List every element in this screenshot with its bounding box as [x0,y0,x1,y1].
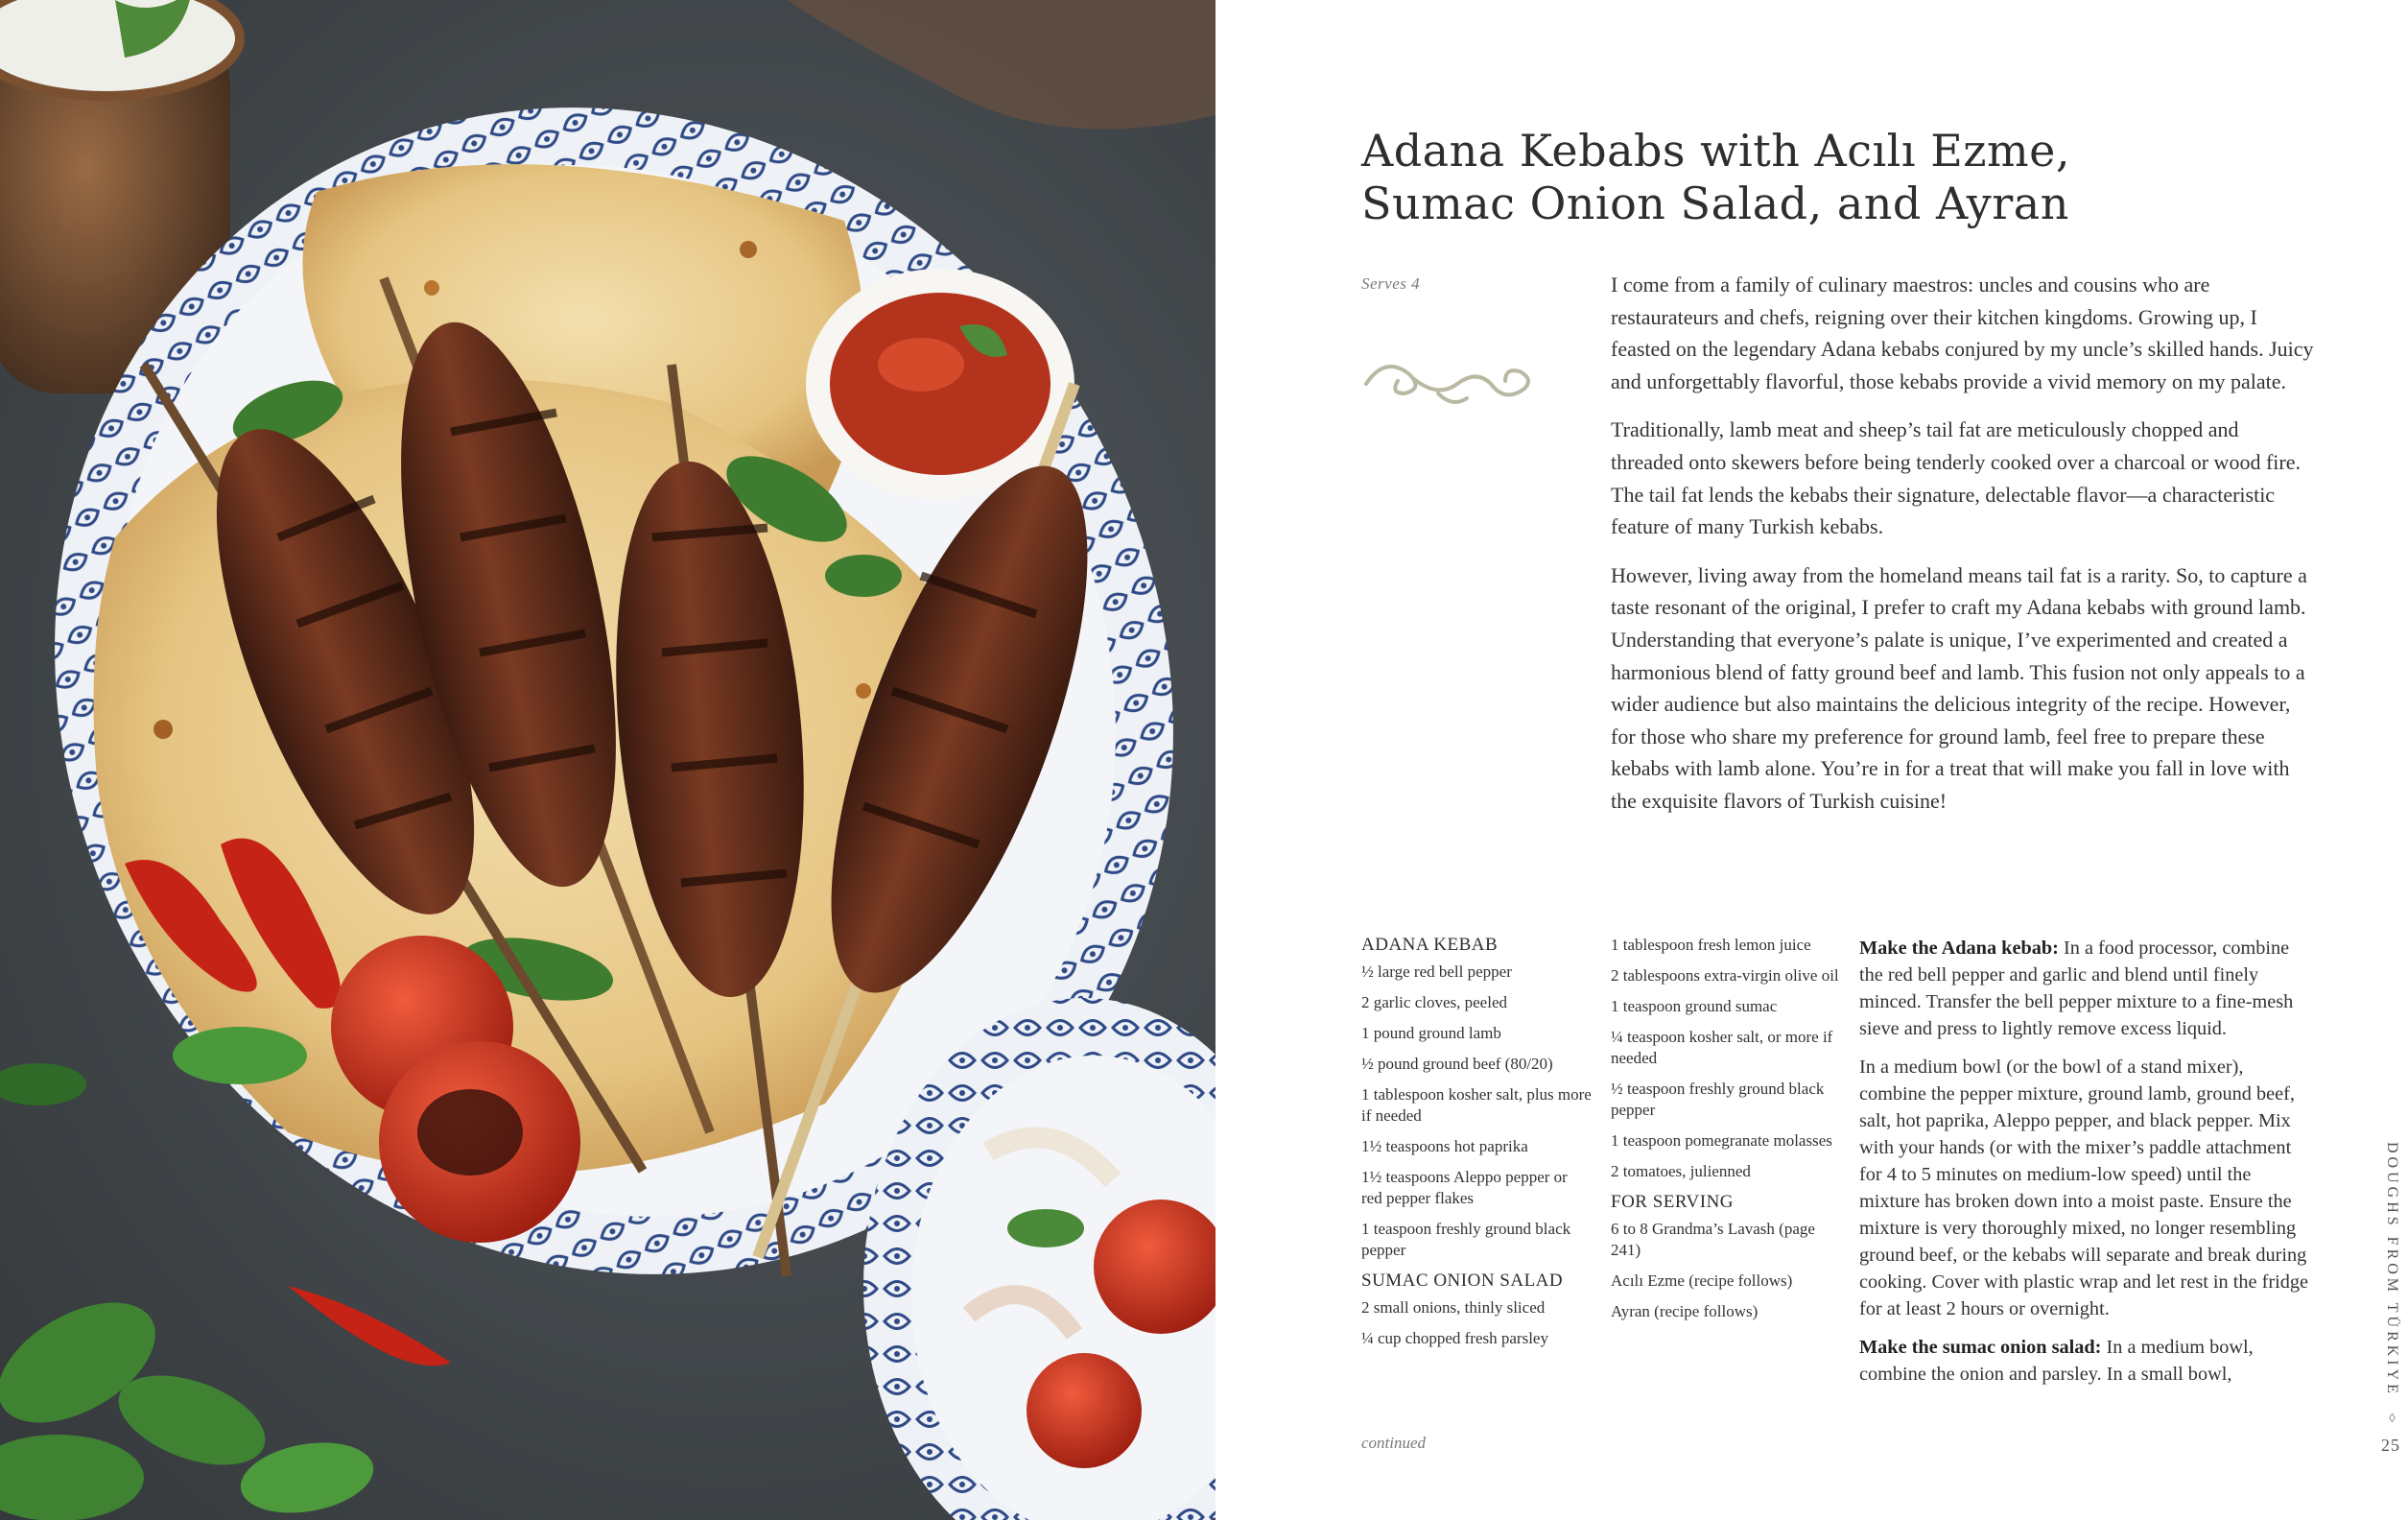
method-step-lead: Make the Adana kebab: [1859,938,2059,959]
method-step-body: In a food processor, combine the red bell pepper and garlic and blend until finely minced. Transfer the bell pepper mixture to a fine-mesh sieve and press to lightly remove excess liquid. [1859,938,2294,1039]
ingredient-item: 2 garlic cloves, peeled [1361,993,1507,1011]
ingredient-item: ½ teaspoon freshly ground black pepper [1611,1080,1825,1119]
ingredient-item: ¼ cup chopped fresh parsley [1361,1329,1548,1347]
method-step [1859,1334,2315,1388]
recipe-title [1361,125,2225,230]
method-step [1859,935,2315,1042]
ingredient-item: 1½ teaspoons Aleppo pepper or red pepper flakes [1361,1168,1568,1207]
ingredient-item: 1½ teaspoons hot paprika [1361,1137,1528,1155]
ingredient-item: 1 teaspoon freshly ground black pepper [1361,1220,1571,1259]
diamond-icon: ◊ [2385,1410,2399,1429]
ingredient-heading-salad: SUMAC ONION SALAD [1361,1271,1564,1291]
ingredient-item: ½ pound ground beef (80/20) [1361,1055,1553,1073]
recipe-title-line2: Sumac Onion Salad, and Ayran [1361,178,2069,229]
intro-paragraph: However, living away from the homeland means tail fat is a rarity. So, to capture a taste resonant of the original, I prefer to craft my Adana kebabs with ground lamb. Understanding that everyone’s palate is unique, I’ve experimented and created a harmonious blend of fatty ground beef and lamb. This fusion not only appeals to a wider audience but also maintains the delicious integrity of the recipe. However, for those who share my preference for ground lamb, feel free to prepare these kebabs with lamb alone. You’re in for a treat that will make you fall in love with the exquisite flavors of Turkish cuisine! [1611,562,2307,813]
recipe-page [1216,0,2408,1520]
ingredients-column-1 [1361,935,1592,1359]
ingredient-item: 1 teaspoon ground sumac [1611,997,1778,1015]
recipe-title-line1: Adana Kebabs with Acılı Ezme, [1361,125,2070,177]
serves-label: Serves 4 [1361,274,1421,293]
ingredient-item: 2 tomatoes, julienned [1611,1162,1751,1180]
ingredient-item: 1 tablespoon fresh lemon juice [1611,936,1811,954]
ingredient-item: Acılı Ezme (recipe follows) [1611,1271,1793,1290]
method-text [1859,935,2315,1399]
method-step-lead: Make the sumac onion salad: [1859,1337,2102,1358]
intro-paragraph: Traditionally, lamb meat and sheep’s tail fat are meticulously chopped and threaded onto skewers before being tenderly cooked over a charcoal or wood fire. The tail fat lends the kebabs their signature, delectable flavor—a characteristic feature of many Turkish kebabs. [1611,417,2301,539]
ingredient-item: Ayran (recipe follows) [1611,1302,1759,1320]
flourish-ornament-icon [1361,350,1534,417]
continued-label: continued [1361,1434,1427,1452]
ingredient-item: ¼ teaspoon kosher salt, or more if needed [1611,1028,1833,1067]
page-number: 25 [2381,1436,2400,1455]
intro-text [1611,269,2316,834]
ezme-bowl [806,269,1074,499]
ingredient-item: 2 tablespoons extra-virgin olive oil [1611,966,1839,985]
ingredient-item: 2 small onions, thinly sliced [1361,1298,1546,1317]
method-step: In a medium bowl (or the bowl of a stand mixer), combine the pepper mixture, ground lamb, ground beef, salt, hot paprika, Aleppo pepper, and black pepper. Mix with your hands (or with the mixer’s paddle attachment for 4 to 5 minutes on medium-low speed) until the mixture has broken down into a moist paste. Ensure the mixture is very thoroughly mixed, no longer resembling ground beef, or the kebabs will separate and break during cooking. Cover with plastic wrap and let rest in the fridge for at least 2 hours or overnight. [1859,1057,2309,1319]
ingredient-item: ½ large red bell pepper [1361,962,1512,981]
ingredient-item: 1 teaspoon pomegranate molasses [1611,1131,1832,1150]
running-head-text: DOUGHS FROM TÜRKIYE [2384,1142,2400,1397]
ingredient-item: 6 to 8 Grandma’s Lavash (page 241) [1611,1220,1815,1259]
ingredient-heading-serving: FOR SERVING [1611,1192,1735,1212]
intro-paragraph: I come from a family of culinary maestros: uncles and cousins who are restaurateurs and chefs, reigning over their kitchen kingdoms. Growing up, I feasted on the legendary Adana kebabs conjured by my uncle’s skilled hands. Juicy and unforgettably flavorful, those kebabs provide a vivid memory on my palate. [1611,273,2314,393]
ingredient-heading-kebab: ADANA KEBAB [1361,935,1499,955]
method-step-body: In a medium bowl, combine the onion and parsley. In a small bowl, [1859,1337,2254,1385]
ingredient-item: 1 pound ground lamb [1361,1024,1501,1042]
running-head [2383,1142,2400,1429]
ingredients-column-2 [1611,935,1841,1332]
ingredient-item: 1 tablespoon kosher salt, plus more if needed [1361,1085,1592,1125]
